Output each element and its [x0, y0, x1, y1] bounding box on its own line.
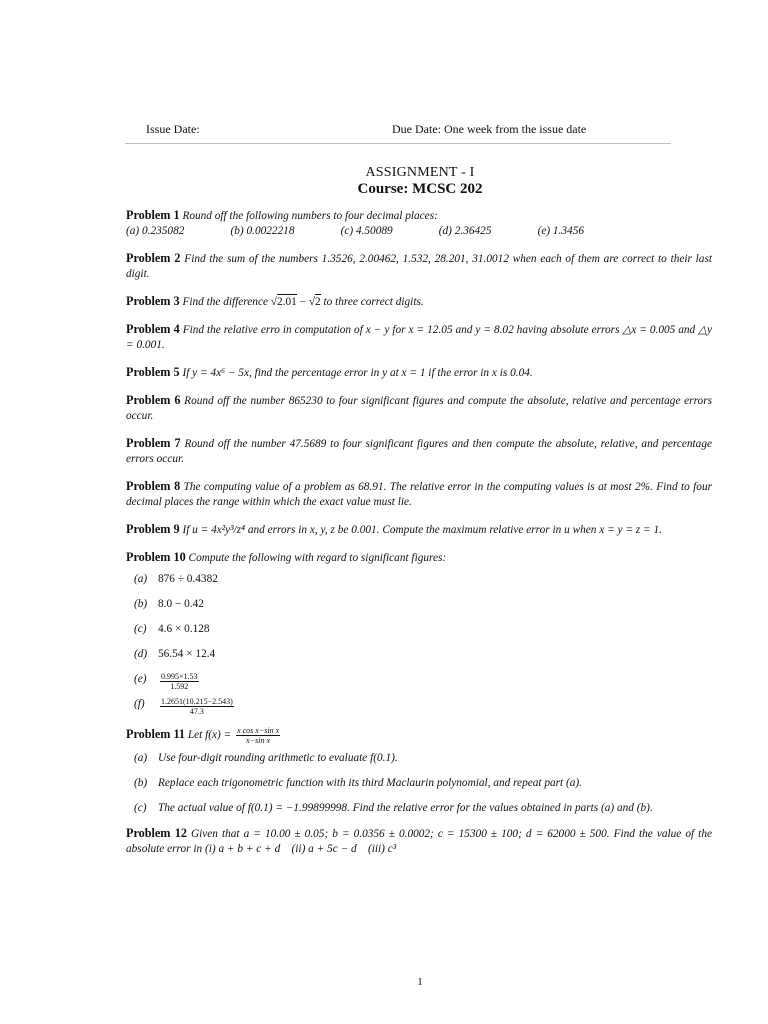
option-c: (c) 4.50089: [340, 225, 393, 237]
minus-sign: −: [296, 296, 309, 308]
problem-label: Problem 2: [126, 251, 181, 265]
fraction: [160, 697, 234, 716]
header-divider: [125, 143, 671, 144]
list-item: [134, 776, 712, 791]
item-label: (b): [134, 777, 148, 789]
option-a: (a) 0.235082: [126, 225, 185, 237]
fraction-denominator: 47.3: [189, 707, 204, 716]
option-e: (e) 1.3456: [537, 225, 584, 237]
sqrt-sign: √: [270, 296, 277, 308]
list-item: [134, 672, 712, 691]
problem-label: Problem 12: [126, 826, 187, 840]
option-d: (d) 2.36425: [438, 225, 492, 237]
list-item: [134, 572, 712, 587]
item-label: (d): [134, 648, 148, 660]
sqrt-sign: √: [308, 296, 316, 308]
problem-5: [126, 365, 712, 381]
fraction-expression: [158, 672, 712, 691]
problem-text: Round off the following numbers to four decimal places:: [182, 210, 438, 222]
item-label: (b): [134, 598, 148, 610]
list-item: [134, 647, 712, 662]
problem-label: Problem 10: [126, 550, 186, 564]
problem-7: [126, 436, 712, 467]
item-text: The actual value of f(0.1) = −1.99899998. Find the relative error for the values obtained in parts (a) and (b).: [158, 802, 653, 814]
list-item: [134, 622, 712, 637]
problem-text: Compute the following with regard to significant figures:: [188, 552, 447, 564]
list-item: [134, 597, 712, 612]
fraction-denominator: 1.592: [170, 682, 189, 691]
item-label: (f): [134, 698, 145, 710]
page-number: 1: [417, 976, 423, 988]
problem-9: [126, 522, 712, 538]
function-fraction: [236, 726, 280, 745]
problem-label: Problem 4: [126, 322, 180, 336]
list-item: [134, 697, 712, 716]
problem-text: Find the relative erro in computation of x − y for x = 12.05 and y = 8.02 having absolute errors △x = 0.005 and △y = 0.001.: [126, 324, 712, 351]
problem-10: [126, 550, 712, 566]
item-label: (e): [134, 673, 147, 685]
fraction-numerator: x cos x−sin x: [237, 726, 280, 735]
sqrt-value-1: 2.01: [277, 296, 297, 308]
problem-12: [126, 826, 715, 857]
item-text: 8.0 − 0.42: [158, 598, 204, 610]
item-label: (a): [134, 752, 148, 764]
problem-text: Given that a = 10.00 ± 0.05; b = 0.0356 ± 0.0002; c = 15300 ± 100; d = 62000 ± 500. Find the value of the absolute error in (i) a + b + c + d (ii) a + 5c − d (iii) c³: [126, 828, 715, 855]
problem-text: If u = 4x²y³/z⁴ and errors in x, y, z be 0.001. Compute the maximum relative error in u when x = y = z = 1.: [182, 524, 662, 536]
fraction-numerator: 1.2651(10.215−2.543): [161, 697, 233, 706]
problem-text: If y = 4x⁶ − 5x, find the percentage error in y at x = 1 if the error in x is 0.04.: [182, 367, 533, 379]
item-label: (c): [134, 623, 147, 635]
problem-text: Find the sum of the numbers 1.3526, 2.00462, 1.532, 28.201, 31.0012 when each of them are correct to their last digit.: [126, 253, 712, 280]
problem-text: Round off the number 865230 to four significant figures and compute the absolute, relative and percentage errors occur.: [126, 395, 712, 422]
problem-8: [126, 479, 712, 510]
problem-label: Problem 9: [126, 522, 180, 536]
item-text: 4.6 × 0.128: [158, 623, 210, 635]
problem-label: Problem 11: [126, 727, 186, 742]
due-date-label: Due Date: One week from the issue date: [392, 122, 587, 136]
problem-list: [126, 208, 715, 869]
item-text: Use four-digit rounding arithmetic to evaluate f(0.1).: [158, 752, 398, 764]
item-label: (a): [134, 573, 148, 585]
problem-text-end: to three correct digits.: [320, 296, 424, 308]
item-label: (c): [134, 802, 147, 814]
problem-label: Problem 5: [126, 365, 180, 379]
fraction: [160, 672, 199, 691]
problem-10-items: [134, 572, 712, 716]
item-text: 876 ÷ 0.4382: [158, 573, 218, 585]
problem-2: [126, 251, 712, 282]
problem-label: Problem 8: [126, 479, 181, 493]
item-text: 56.54 × 12.4: [158, 648, 216, 660]
option-row: [126, 224, 584, 239]
problem-11: [126, 726, 712, 745]
problem-4: [126, 322, 712, 353]
problem-text-start: Find the difference: [182, 296, 271, 308]
sqrt-value-2: 2: [315, 296, 321, 308]
problem-label: Problem 7: [126, 436, 181, 450]
problem-3: [126, 294, 712, 310]
list-item: [134, 751, 712, 766]
fraction-expression: [158, 697, 712, 716]
list-item: [134, 801, 712, 816]
item-text: Replace each trigonometric function with its third Maclaurin polynomial, and repeat part (a).: [158, 777, 582, 789]
problem-6: [126, 393, 712, 424]
course-title: Course: MCSC 202: [357, 181, 483, 197]
problem-text: Round off the number 47.5689 to four significant figures and then compute the absolute, relative, and percentage errors occur.: [126, 438, 712, 465]
problem-11-items: [134, 751, 712, 816]
option-b: (b) 0.0022218: [230, 225, 295, 237]
problem-label: Problem 3: [126, 294, 180, 308]
fraction-denominator: x−sin x: [246, 736, 271, 745]
problem-text: The computing value of a problem as 68.91. The relative error in the computing values is at most 2%. Find to four decimal places the range within which the exact value must lie.: [126, 481, 713, 508]
problem-1: [126, 208, 712, 239]
problem-label: Problem 6: [126, 393, 181, 407]
fraction-numerator: 0.995×1.53: [161, 672, 198, 681]
issue-date-label: Issue Date:: [146, 122, 200, 136]
assignment-title: ASSIGNMENT - I: [365, 165, 475, 180]
problem-label: Problem 1: [126, 208, 180, 222]
problem-text: Let f(x) =: [187, 729, 235, 742]
